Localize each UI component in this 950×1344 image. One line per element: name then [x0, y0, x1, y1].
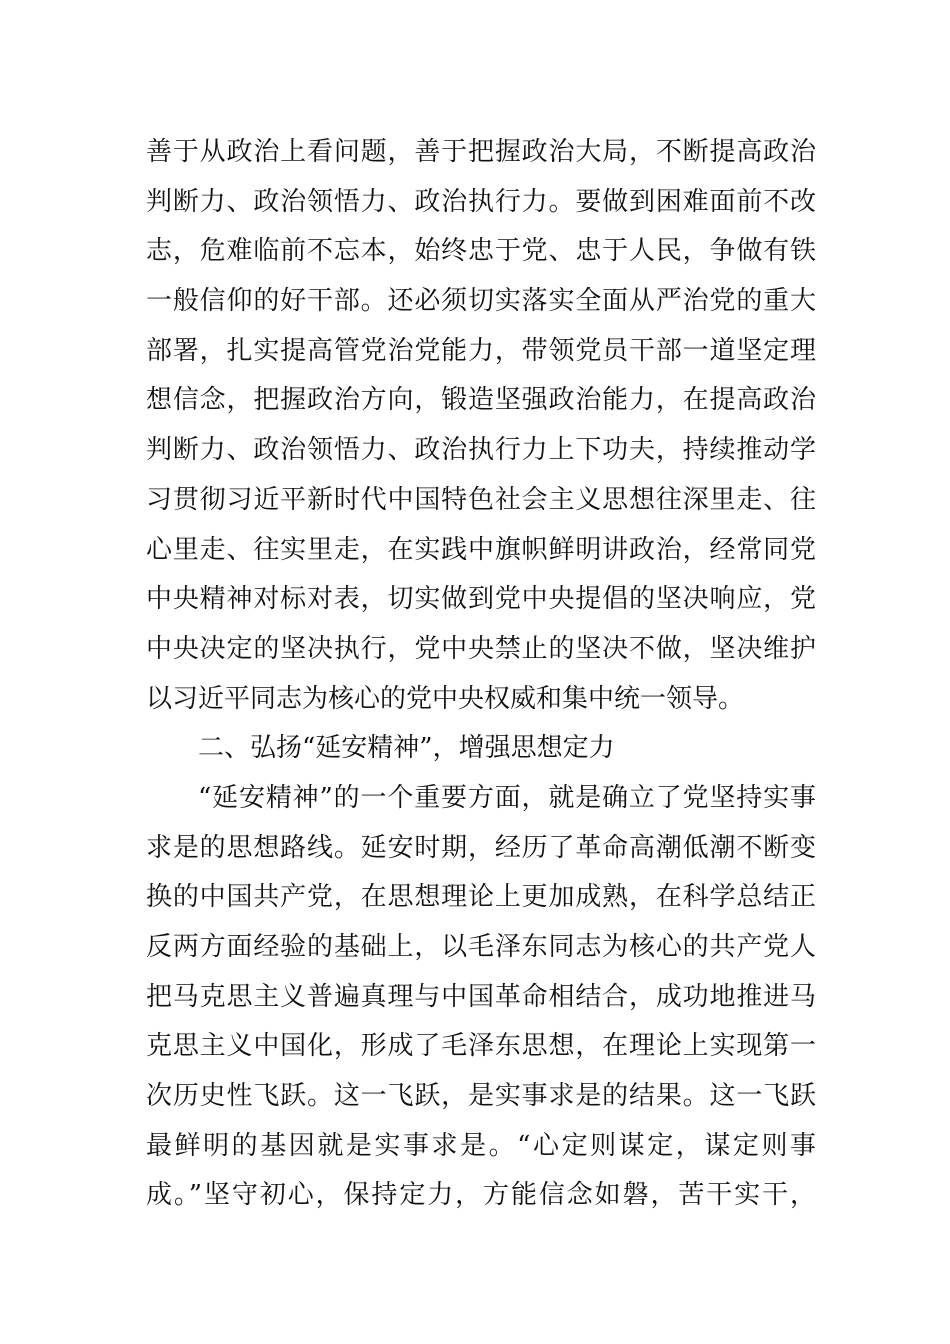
document-body — [146, 128, 816, 1221]
text-line: 判断力、政治领悟力、政治执行力。要做到困难面前不改 — [146, 186, 816, 217]
text-line: 求是的思想路线。延安时期，经历了革命高潮低潮不断变 — [146, 832, 816, 863]
text-line: 心里走、往实里走，在实践中旗帜鲜明讲政治，经常同党 — [146, 534, 816, 565]
text-line: 判断力、政治领悟力、政治执行力上下功夫，持续推动学 — [146, 435, 816, 466]
text-line: 部署，扎实提高管党治党能力，带领党员干部一道坚定理 — [146, 335, 816, 366]
text-line: 想信念，把握政治方向，锻造坚强政治能力，在提高政治 — [146, 385, 816, 416]
section-heading: 二、弘扬“延安精神”，增强思想定力 — [198, 733, 615, 764]
text-line: 克思主义中国化，形成了毛泽东思想，在理论上实现第一 — [146, 1031, 816, 1062]
text-line: “延安精神”的一个重要方面，就是确立了党坚持实事 — [198, 782, 816, 813]
text-line: 反两方面经验的基础上，以毛泽东同志为核心的共产党人 — [146, 932, 816, 962]
text-line: 志，危难临前不忘本，始终忠于党、忠于人民，争做有铁 — [146, 236, 816, 267]
text-line: 一般信仰的好干部。还必须切实落实全面从严治党的重大 — [146, 286, 816, 317]
text-line: 次历史性飞跃。这一飞跃，是实事求是的结果。这一飞跃 — [146, 1081, 816, 1112]
text-line: 最鲜明的基因就是实事求是。“心定则谋定，谋定则事 — [146, 1130, 816, 1161]
text-line: 习贯彻习近平新时代中国特色社会主义思想往深里走、往 — [146, 484, 816, 515]
text-line: 换的中国共产党，在思想理论上更加成熟，在科学总结正 — [146, 882, 816, 913]
text-line: 把马克思主义普遍真理与中国革命相结合，成功地推进马 — [146, 981, 816, 1012]
text-line: 中央决定的坚决执行，党中央禁止的坚决不做，坚决维护 — [146, 633, 816, 664]
text-line: 中央精神对标对表，切实做到党中央提倡的坚决响应，党 — [146, 584, 816, 615]
text-line: 成。”坚守初心，保持定力，方能信念如磐，苦干实干， — [146, 1180, 816, 1211]
text-line: 善于从政治上看问题，善于把握政治大局，不断提高政治 — [146, 137, 816, 167]
text-line: 以习近平同志为核心的党中央权威和集中统一领导。 — [146, 683, 745, 714]
